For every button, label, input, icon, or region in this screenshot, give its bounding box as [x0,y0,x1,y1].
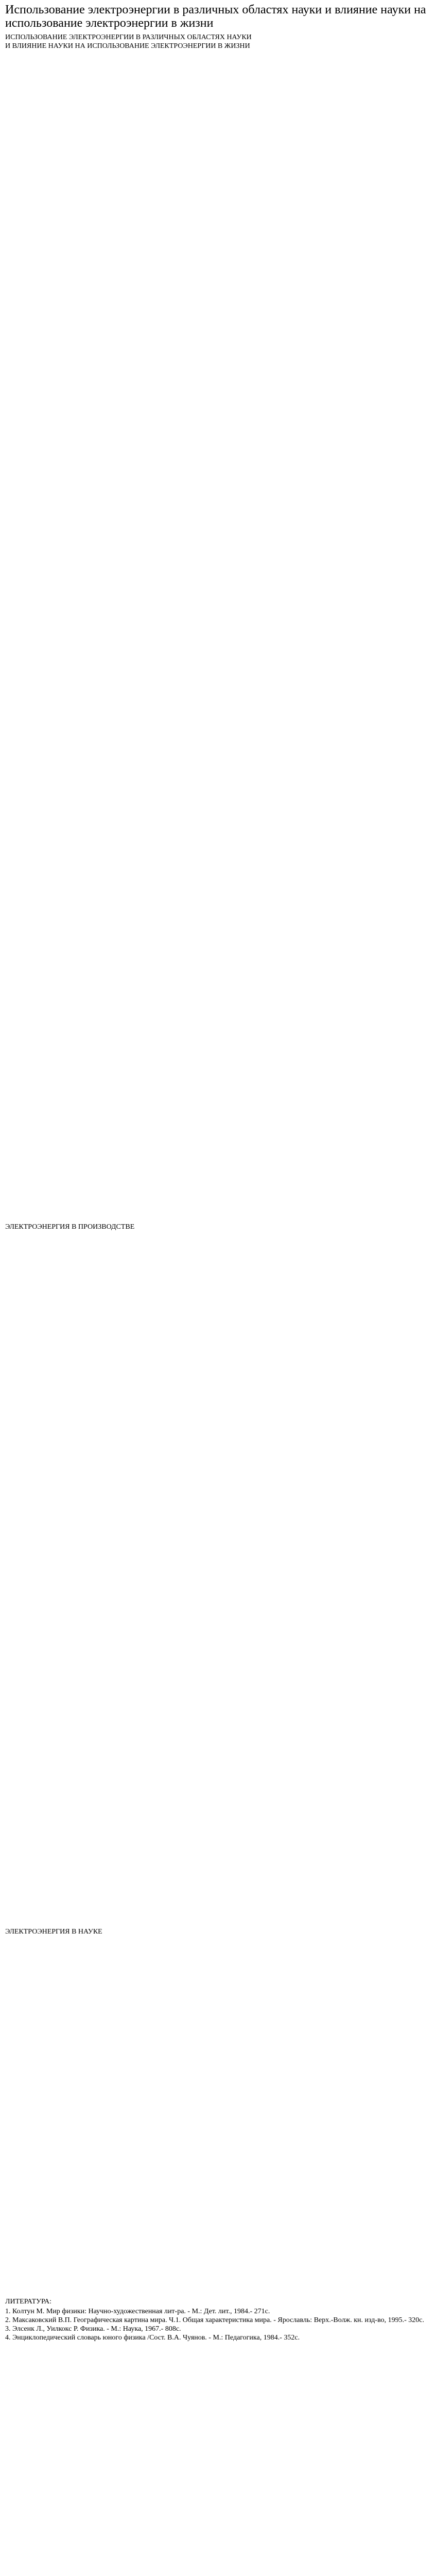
body-paragraph [5,53,431,138]
body-paragraph [5,1406,431,1578]
references-title: ЛИТЕРАТУРА: [5,2298,52,2306]
body-paragraph [5,1753,431,1924]
reference-item: 3. Элсенк Л., Уилкокс Р. Физика. - М.: Наука, 1967.- 808с. [5,2325,181,2333]
body-paragraph [5,1938,431,2110]
section-header-production: ЭЛЕКТРОЭНЕРГИЯ В ПРОИЗВОДСТВЕ [5,1223,135,1231]
body-paragraph [5,529,431,700]
article-title: Использование электроэнергии в различных областях науки и влияние науки на использование электроэнергии в жизни [5,3,426,30]
article-subhead-1: ИСПОЛЬЗОВАНИЕ ЭЛЕКТРОЭНЕРГИИ В РАЗЛИЧНЫХ ОБЛАСТЯХ НАУКИ [5,33,252,41]
reference-item: 2. Максаковский В.П. Географическая картина мира. Ч.1. Общая характеристика мира. - Ярославль: Верх.-Волж. кн. изд-во, 1995.- 320с. [5,2316,424,2324]
body-paragraph [5,1580,431,1751]
body-paragraph [5,702,431,873]
body-paragraph [5,1048,431,1219]
body-paragraph [5,377,431,527]
body-paragraph [5,875,431,1046]
article-body [5,53,431,2283]
article-subhead-2: И ВЛИЯНИЕ НАУКИ НА ИСПОЛЬЗОВАНИЕ ЭЛЕКТРОЭНЕРГИИ В ЖИЗНИ [5,42,250,50]
section-header-science: ЭЛЕКТРОЭНЕРГИЯ В НАУКЕ [5,1928,102,1936]
body-paragraph [5,1233,431,1405]
reference-item: 4. Энциклопедический словарь юного физика /Сост. В.А. Чуянов. - М.: Педагогика, 1984.- 352с. [5,2334,300,2342]
reference-item: 1. Колтун М. Мир физики: Научно-художественная лит-ра. - М.: Дет. лит., 1984.- 271с. [5,2308,270,2315]
body-paragraph [5,2111,431,2283]
body-paragraph [5,139,431,246]
body-paragraph [5,247,431,376]
